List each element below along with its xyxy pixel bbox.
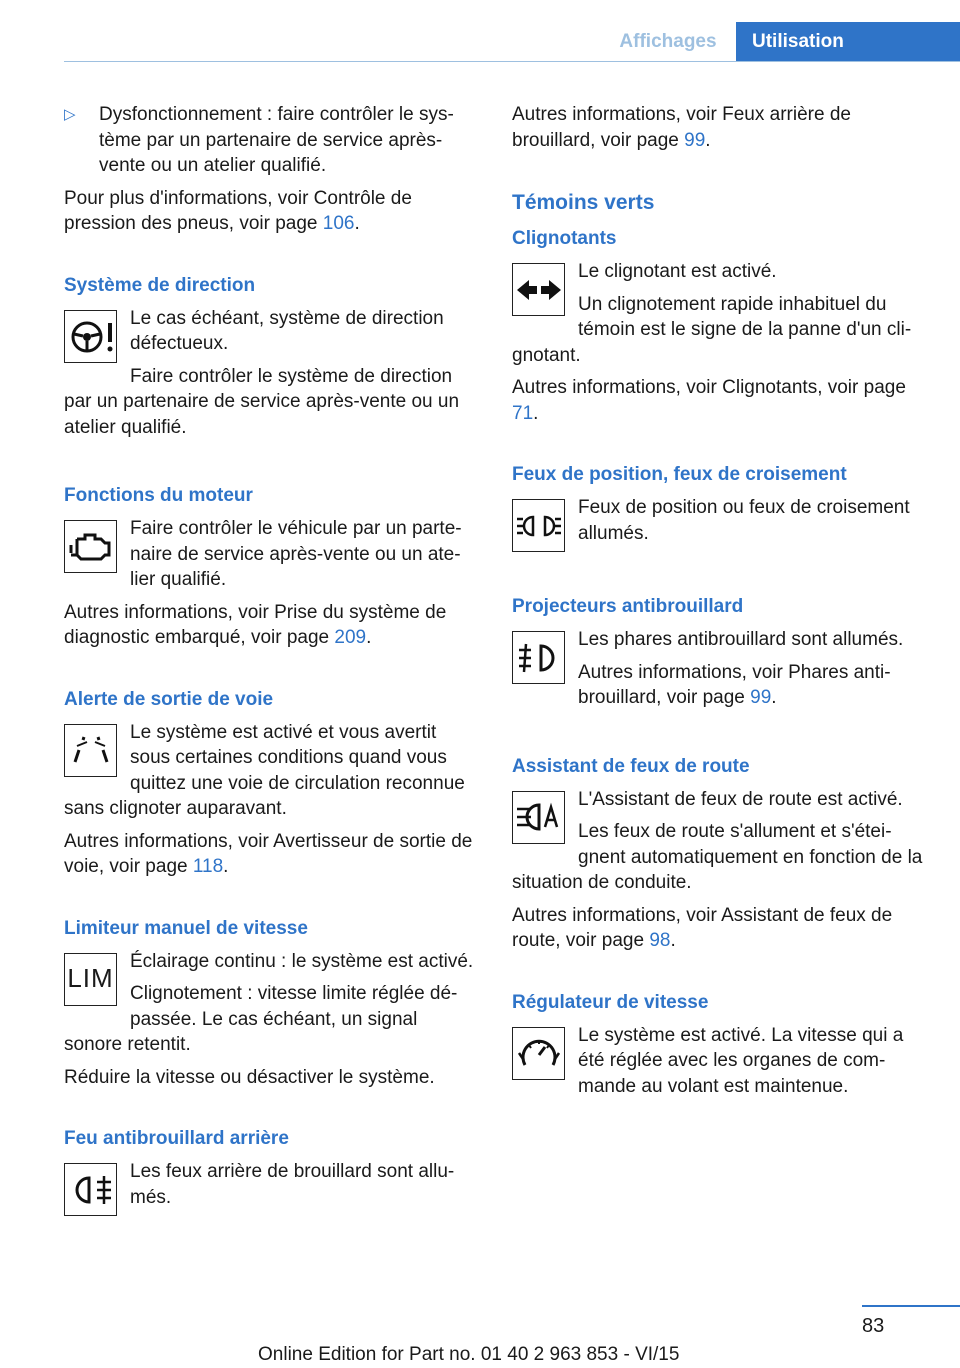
turn-text-2: Un clignotement rapide inhabituel du témoin est le signe de la panne d'un clignotant.	[512, 293, 912, 366]
lane-text: Le système est activé et vous avertit sous certaines conditions quand vous quittez une voie de circulation reconnue sans clignoter auparavant.	[64, 721, 465, 819]
rear-fog-text: Les feux arrière de brouillard sont allumés.	[130, 1161, 455, 1208]
rear-fog-light-icon	[64, 1163, 117, 1216]
hba-reference: Autres informations, voir Assistant de feux de route, voir page 98.	[512, 904, 893, 951]
page-header	[0, 0, 960, 62]
cruise-control-icon	[512, 1027, 565, 1080]
fog-text: Les phares antibrouillard sont allumés.	[578, 629, 904, 650]
left-column	[64, 102, 478, 1222]
header-section-tab[interactable]: Affichages	[619, 31, 717, 52]
position-text: Feux de position ou feux de croisement allumés.	[578, 497, 910, 544]
rear-fog-reference: Autres informations, voir Feux arrière de brouillard, voir page 99.	[512, 104, 851, 151]
section-title-green: Témoins verts	[512, 191, 655, 214]
engine-check-icon	[64, 520, 117, 573]
lim-label: LIM	[67, 963, 114, 994]
high-beam-assistant-icon	[512, 791, 565, 844]
section-title-position: Feux de position, feux de croisement	[512, 464, 847, 485]
lane-reference: Autres informations, voir Avertisseur de sortie de voie, voir page 118.	[64, 830, 473, 877]
turn-reference: Autres informations, voir Clignotants, voir page 71.	[512, 377, 906, 424]
page-link-106[interactable]: 106	[322, 213, 355, 234]
engine-reference: Autres informations, voir Prise du système de diagnostic embarqué, voir page 209.	[64, 601, 447, 648]
section-title-engine: Fonctions du moteur	[64, 485, 253, 506]
page-link-99[interactable]: 99	[684, 129, 706, 151]
section-title-cruise: Régulateur de vitesse	[512, 991, 709, 1013]
limiter-text-3: Réduire la vitesse ou désactiver le système.	[64, 1066, 435, 1088]
footer-rule	[862, 1305, 960, 1307]
page-link-209[interactable]: 209	[334, 627, 367, 648]
section-title-limiter: Limiteur manuel de vitesse	[64, 917, 308, 939]
section-title-steering: Système de direction	[64, 274, 256, 296]
bullet-item: ▷ Dysfonctionnement : faire contrôler le système par un partenaire de service après-vente ou un atelier qualifié.	[64, 104, 454, 176]
section-title-rear-fog: Feu antibrouillard arrière	[64, 1128, 289, 1149]
lane-departure-icon	[64, 724, 117, 777]
page-number: 83	[862, 1315, 885, 1337]
right-column	[512, 102, 926, 1106]
page-footer	[0, 1300, 960, 1365]
fog-reference: Autres informations, voir Phares antibrouillard, voir page 99.	[578, 661, 891, 708]
speed-limiter-icon	[64, 953, 117, 1006]
limiter-text-2: Clignotement : vitesse limite réglée dépassée. Le cas échéant, un signal sonore retentit.	[64, 983, 458, 1055]
header-rule	[64, 61, 960, 62]
section-title-lane: Alerte de sortie de voie	[64, 688, 274, 710]
section-title-fog: Projecteurs antibrouillard	[512, 596, 744, 617]
section-title-turn: Clignotants	[512, 228, 617, 249]
steering-text: Le cas échéant, système de direction défectueux.	[130, 307, 444, 354]
page-link-71[interactable]: 71	[512, 402, 534, 424]
page-link-99b[interactable]: 99	[750, 687, 772, 708]
turn-signal-icon	[512, 263, 565, 316]
limiter-text: Éclairage continu : le système est activé.	[130, 950, 474, 972]
hba-text-2: Les feux de route s'allument et s'éteignent automatiquement en fonction de la situation de conduite.	[512, 821, 923, 893]
engine-text: Faire contrôler le véhicule par un partenaire de service après-vente ou un atelier qualifié.	[130, 518, 462, 590]
front-fog-light-icon	[512, 631, 565, 684]
section-title-hba: Assistant de feux de route	[512, 755, 750, 777]
tpms-reference: Pour plus d'informations, voir Contrôle de pression des pneus, voir page 106.	[64, 187, 412, 234]
header-active-tab[interactable]: Utilisation	[736, 22, 960, 62]
page-link-118[interactable]: 118	[192, 856, 224, 877]
steering-warning-icon	[64, 310, 117, 363]
bullet-triangle-icon: ▷	[64, 106, 76, 123]
position-lights-icon	[512, 499, 565, 552]
page-link-98[interactable]: 98	[649, 930, 671, 951]
cruise-text: Le système est activé. La vitesse qui a été réglée avec les organes de commande au volant est maintenue.	[578, 1024, 904, 1097]
turn-text: Le clignotant est activé.	[578, 261, 777, 282]
hba-text: L'Assistant de feux de route est activé.	[578, 788, 903, 810]
steering-text-2: Faire contrôler le système de direction par un partenaire de service après-vente ou un atelier qualifié.	[64, 365, 460, 438]
edition-note: Online Edition for Part no. 01 40 2 963 853 - VI/15	[258, 1344, 680, 1365]
